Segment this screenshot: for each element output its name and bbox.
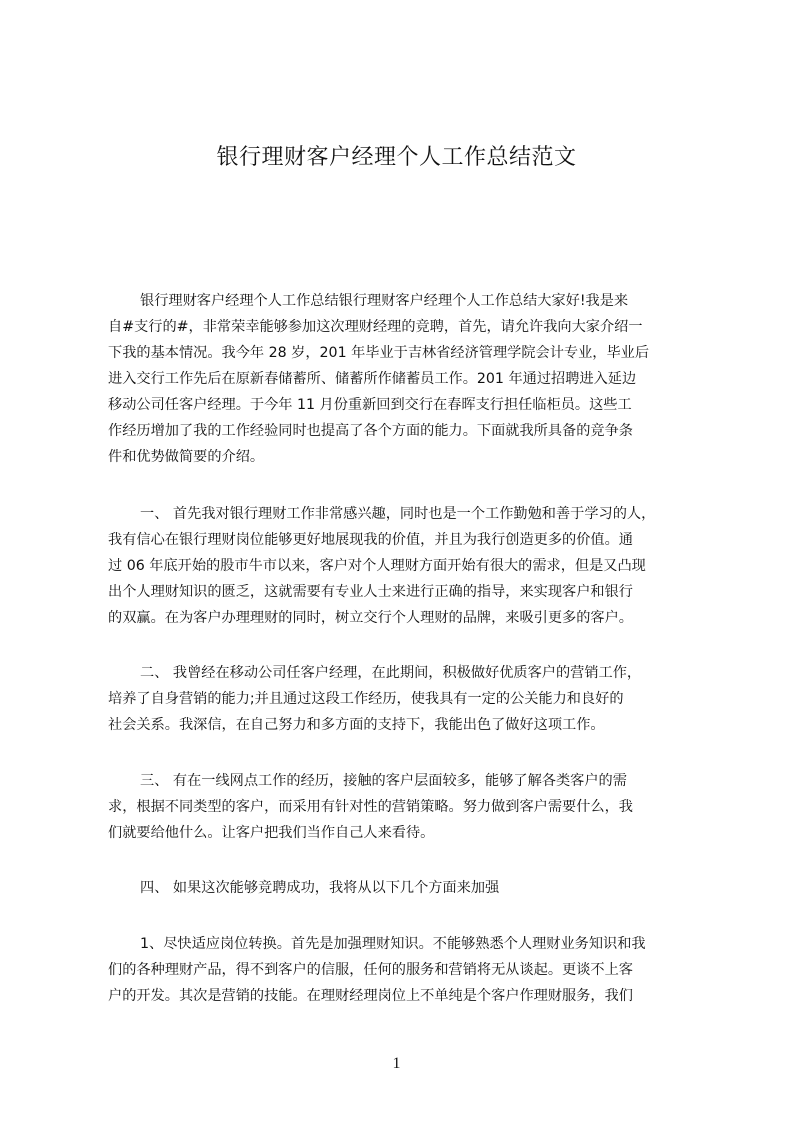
paragraph-1-line-5: 移动公司任客户经理。于今年 11 月份重新回到交行在春晖支行担任临柜员。这些工 [108, 397, 632, 413]
paragraph-2-line-5: 的双赢。在为客户办理理财的同时，树立交行个人理财的品牌，来吸引更多的客户。 [108, 610, 633, 626]
paragraph-3-line-1: 二、 我曾经在移动公司任客户经理，在此期间，积极做好优质客户的营销工作， [140, 665, 642, 681]
paragraph-4-line-2: 求，根据不同类型的客户，而采用有针对性的营销策略。努力做到客户需要什么，我 [108, 799, 633, 815]
paragraph-3-line-3: 社会关系。我深信，在自己努力和多方面的支持下，我能出色了做好这项工作。 [108, 717, 605, 733]
paragraph-1-line-7: 件和优势做简要的介绍。 [108, 449, 265, 465]
paragraph-1-line-6: 作经历增加了我的工作经验同时也提高了各个方面的能力。下面就我所具备的竞争条 [108, 423, 633, 439]
paragraph-4-line-1: 三、 有在一线网点工作的经历，接触的客户层面较多，能够了解各类客户的需 [140, 773, 627, 789]
document-title: 银行理财客户经理个人工作总结范文 [216, 145, 577, 170]
paragraph-6-line-1: 1、尽快适应岗位转换。首先是加强理财知识。不能够熟悉个人理财业务知识和我 [140, 936, 646, 952]
paragraph-6-line-2: 们的各种理财产品，得不到客户的信服，任何的服务和营销将无从谈起。更谈不上客 [108, 962, 633, 978]
paragraph-1-line-1: 银行理财客户经理个人工作总结银行理财客户经理个人工作总结大家好!我是来 [140, 293, 629, 309]
paragraph-2-line-4: 出个人理财知识的匮乏，这就需要有专业人士来进行正确的指导，来实现客户和银行 [108, 584, 633, 600]
paragraph-1-line-3: 下我的基本情况。我今年 28 岁，201 年毕业于吉林省经济管理学院会计专业，毕业后 [108, 345, 650, 361]
paragraph-3-line-2: 培养了自身营销的能力;并且通过这段工作经历，使我具有一定的公关能力和良好的 [108, 691, 624, 707]
paragraph-2-line-1: 一、 首先我对银行理财工作非常感兴趣，同时也是一个工作勤勉和善于学习的人， [140, 506, 656, 522]
paragraph-2-line-3: 过 06 年底开始的股市牛市以来，客户对个人理财方面开始有很大的需求，但是又凸现 [108, 558, 646, 574]
paragraph-5-line-1: 四、 如果这次能够竞聘成功，我将从以下几个方面来加强 [140, 880, 500, 896]
paragraph-6-line-3: 户的开发。其次是营销的技能。在理财经理岗位上不单纯是个客户作理财服务，我们 [108, 988, 633, 1004]
page-number: 1 [392, 1055, 401, 1072]
paragraph-4-line-3: 们就要给他什么。让客户把我们当作自己人来看待。 [108, 825, 435, 841]
paragraph-1-line-2: 自#支行的#，非常荣幸能够参加这次理财经理的竞聘，首先，请允许我向大家介绍一 [108, 319, 643, 335]
paragraph-1-line-4: 进入交行工作先后在原新春储蓄所、储蓄所作储蓄员工作。201 年通过招聘进入延边 [108, 371, 637, 387]
paragraph-2-line-2: 我有信心在银行理财岗位能够更好地展现我的价值，并且为我行创造更多的价值。通 [108, 532, 633, 548]
